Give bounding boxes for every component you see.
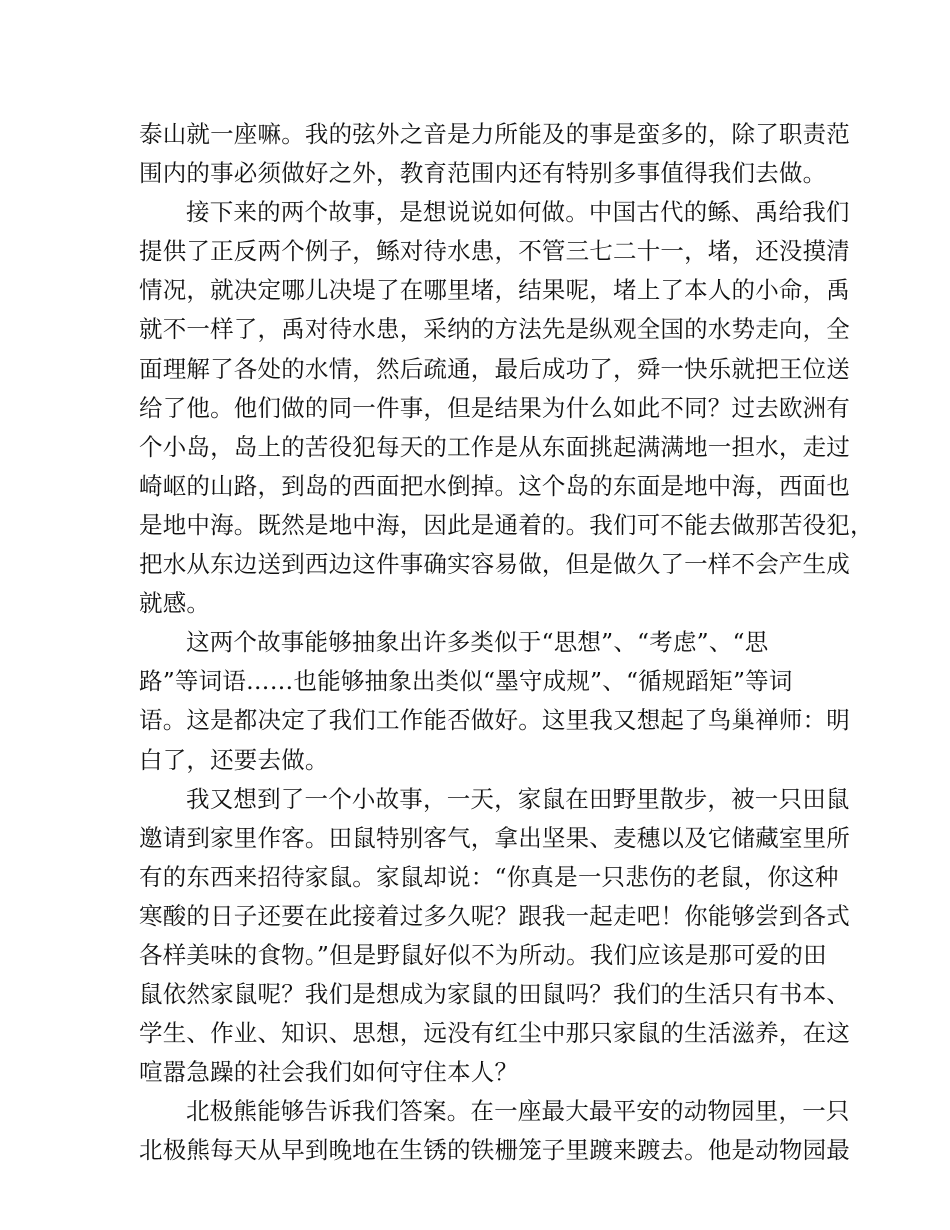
text-line: 北极熊每天从早到晚地在生锈的铁栅笼子里踱来踱去。他是动物园最	[139, 1136, 850, 1165]
text-line: 邀请到家里作客。田鼠特别客气，拿出坚果、麦穗以及它储藏室里所	[139, 823, 850, 852]
text-line: 就感。	[139, 589, 211, 618]
text-line: 白了，还要去做。	[139, 745, 329, 774]
text-line: 泰山就一座嘛。我的弦外之音是力所能及的事是蛮多的，除了职责范	[139, 120, 850, 148]
text-line: 个小岛，岛上的苦役犯每天的工作是从东面挑起满满地一担水，走过	[139, 432, 850, 461]
text-line: 路”等词语……也能够抽象出类似“墨守成规”、“循规蹈矩”等词	[139, 667, 793, 696]
paragraph-first-line: 这两个故事能够抽象出许多类似于“思想”、“考虑”、“思	[186, 628, 769, 657]
text-line: 学生、作业、知识、思想，远没有红尘中那只家鼠的生活滋养，在这	[139, 1019, 850, 1048]
text-line: 情况，就决定哪儿决堤了在哪里堵，结果呢，堵上了本人的小命，禹	[139, 276, 850, 305]
text-line: 鼠依然家鼠呢？我们是想成为家鼠的田鼠吗？我们的生活只有书本、	[139, 980, 850, 1009]
text-line: 崎岖的山路，到岛的西面把水倒掉。这个岛的东面是地中海，西面也	[139, 471, 850, 500]
text-line: 各样美味的食物。”但是野鼠好似不为所动。我们应该是那可爱的田	[139, 940, 827, 969]
text-line: 寒酸的日子还要在此接着过多久呢？跟我一起走吧！你能够尝到各式	[139, 901, 850, 930]
paragraph-first-line: 北极熊能够告诉我们答案。在一座最大最平安的动物园里，一只	[186, 1097, 850, 1126]
text-line: 就不一样了，禹对待水患，采纳的方法先是纵观全国的水势走向，全	[139, 315, 850, 344]
paragraph-first-line: 我又想到了一个小故事，一天，家鼠在田野里散步，被一只田鼠	[186, 784, 850, 813]
text-line: 提供了正反两个例子，鲧对待水患，不管三七二十一，堵，还没摸清	[139, 237, 850, 266]
text-line: 把水从东边送到西边这件事确实容易做，但是做久了一样不会产生成	[139, 550, 850, 579]
paragraph-first-line: 接下来的两个故事，是想说说如何做。中国古代的鲧、禹给我们	[186, 198, 850, 227]
document-body	[139, 115, 874, 1171]
text-line: 喧嚣急躁的社会我们如何守住本人？	[139, 1058, 519, 1087]
text-line: 语。这是都决定了我们工作能否做好。这里我又想起了鸟巢禅师：明	[139, 706, 850, 735]
text-line: 面理解了各处的水情，然后疏通，最后成功了，舜一快乐就把王位送	[139, 354, 850, 383]
text-line: 给了他。他们做的同一件事，但是结果为什么如此不同？过去欧洲有	[139, 393, 850, 422]
text-line: 围内的事必须做好之外，教育范围内还有特别多事值得我们去做。	[139, 159, 827, 188]
text-line: 有的东西来招待家鼠。家鼠却说：“你真是一只悲伤的老鼠，你这种	[139, 862, 839, 891]
text-line: 是地中海。既然是地中海，因此是通着的。我们可不能去做那苦役犯，	[139, 510, 874, 539]
